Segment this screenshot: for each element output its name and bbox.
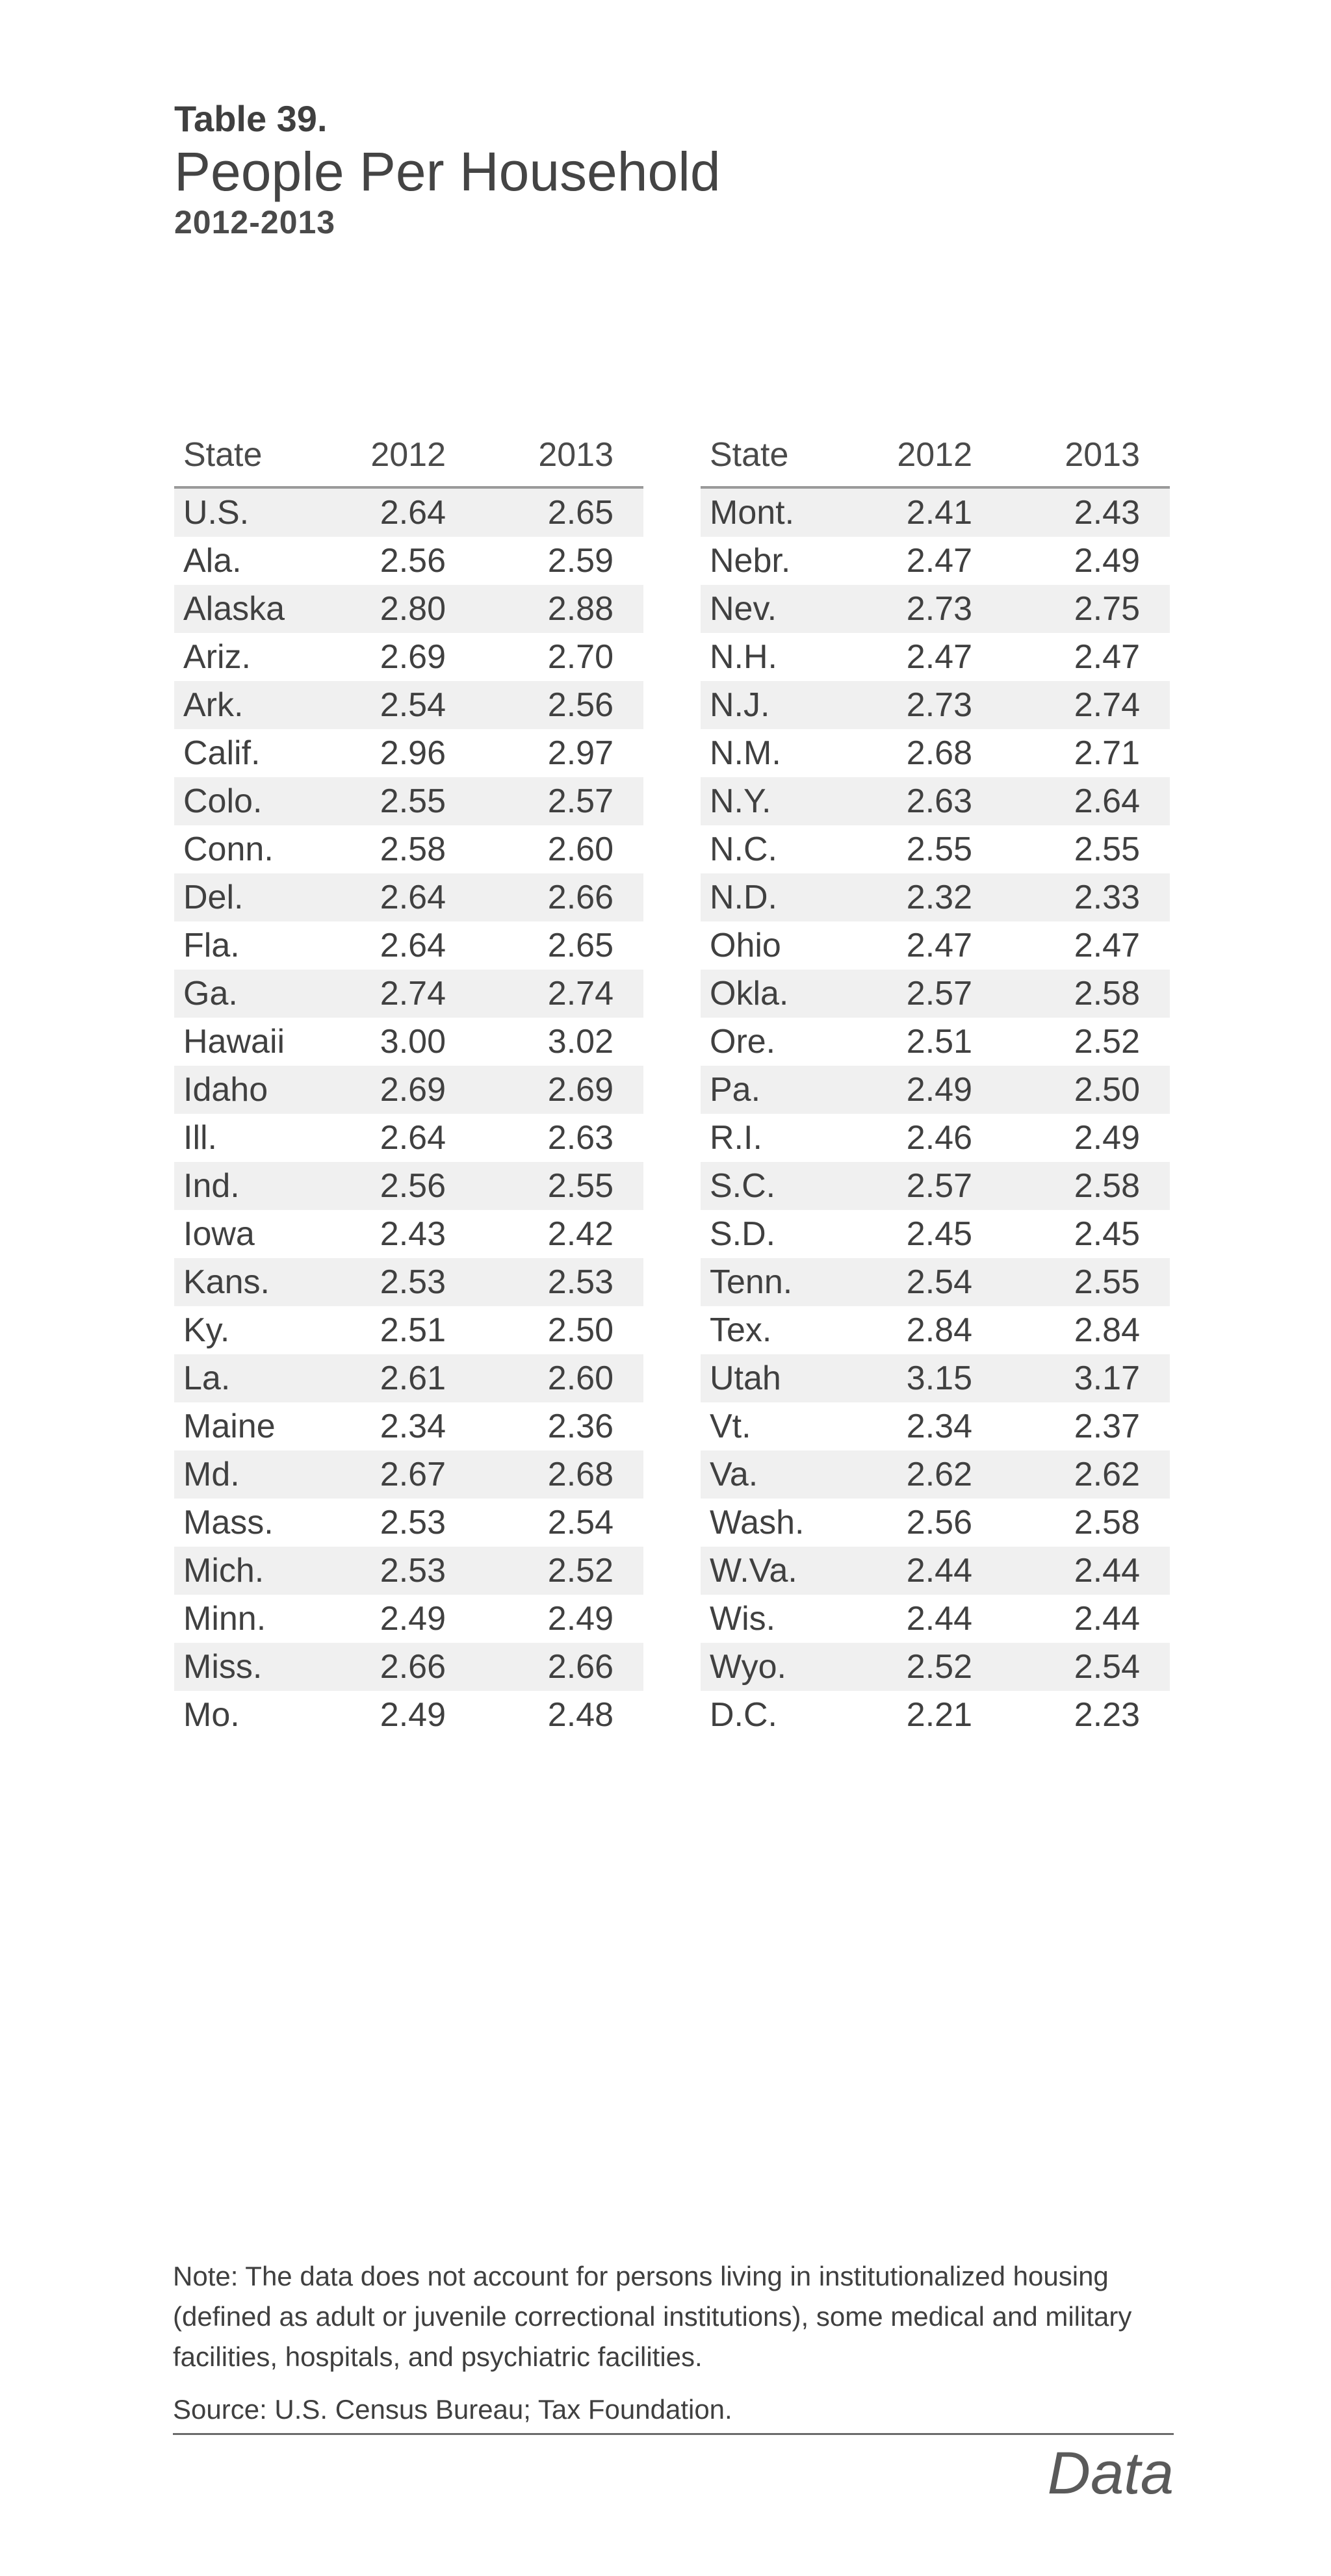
column-header-2013: 2013 — [538, 436, 614, 474]
state-cell: Fla. — [183, 927, 240, 964]
table-row — [174, 921, 643, 970]
table-row — [174, 1114, 643, 1162]
value-2012-cell: 2.44 — [906, 1600, 972, 1638]
value-2013-cell: 2.88 — [547, 590, 614, 628]
value-2013-cell: 2.49 — [1074, 1119, 1140, 1157]
state-cell: Wyo. — [710, 1648, 786, 1686]
table-row — [701, 1402, 1170, 1450]
state-table-left — [174, 424, 643, 1739]
table-row — [174, 1643, 643, 1691]
value-2013-cell: 2.47 — [1074, 638, 1140, 676]
value-2012-cell: 2.74 — [380, 975, 446, 1012]
table-row — [701, 1595, 1170, 1643]
table-row — [174, 1402, 643, 1450]
state-cell: Maine — [183, 1408, 276, 1445]
table-row — [174, 1547, 643, 1595]
footnote: Note: The data does not account for persons living in institutionalized housing (defined as adult or juvenile correctional institutions), some medical and military facilities, hospitals, and psychiatric facilities. — [173, 2261, 1132, 2372]
table-row — [174, 1691, 643, 1739]
value-2013-cell: 2.54 — [547, 1504, 614, 1541]
state-cell: Kans. — [183, 1263, 270, 1301]
table-row — [701, 1018, 1170, 1066]
value-2013-cell: 2.63 — [547, 1119, 614, 1157]
value-2013-cell: 2.50 — [547, 1311, 614, 1349]
value-2012-cell: 2.53 — [380, 1552, 446, 1590]
state-cell: N.H. — [710, 638, 777, 676]
value-2013-cell: 2.52 — [1074, 1023, 1140, 1061]
state-cell: D.C. — [710, 1696, 777, 1734]
table-row — [701, 1691, 1170, 1739]
state-cell: Ind. — [183, 1167, 240, 1205]
value-2012-cell: 2.51 — [906, 1023, 972, 1061]
value-2013-cell: 2.50 — [1074, 1071, 1140, 1109]
value-2013-cell: 2.57 — [547, 782, 614, 820]
value-2012-cell: 2.63 — [906, 782, 972, 820]
value-2013-cell: 2.66 — [547, 1648, 614, 1686]
table-row — [174, 585, 643, 633]
value-2012-cell: 2.73 — [906, 590, 972, 628]
value-2013-cell: 2.55 — [1074, 1263, 1140, 1301]
table-row — [701, 489, 1170, 537]
state-cell: Tex. — [710, 1311, 772, 1349]
value-2012-cell: 2.45 — [906, 1215, 972, 1253]
value-2013-cell: 2.52 — [547, 1552, 614, 1590]
value-2012-cell: 2.21 — [906, 1696, 972, 1734]
value-2013-cell: 2.44 — [1074, 1552, 1140, 1590]
state-cell: N.D. — [710, 879, 777, 916]
footer-divider — [173, 2433, 1174, 2435]
section-label: Data — [1047, 2440, 1174, 2506]
value-2012-cell: 2.53 — [380, 1504, 446, 1541]
value-2012-cell: 2.32 — [906, 879, 972, 916]
table-row — [701, 633, 1170, 681]
state-table-right — [701, 424, 1170, 1739]
table-header — [174, 97, 721, 242]
state-cell: Conn. — [183, 831, 274, 868]
value-2013-cell: 2.44 — [1074, 1600, 1140, 1638]
value-2013-cell: 2.59 — [547, 542, 614, 580]
value-2013-cell: 2.48 — [547, 1696, 614, 1734]
state-cell: Minn. — [183, 1600, 266, 1638]
table-row — [701, 729, 1170, 777]
state-cell: Ky. — [183, 1311, 230, 1349]
value-2013-cell: 2.68 — [547, 1456, 614, 1493]
column-header-state: State — [183, 436, 263, 474]
state-cell: Calif. — [183, 734, 261, 772]
value-2013-cell: 2.58 — [1074, 1167, 1140, 1205]
value-2012-cell: 2.47 — [906, 542, 972, 580]
table-row — [174, 1595, 643, 1643]
value-2013-cell: 2.49 — [1074, 542, 1140, 580]
state-cell: Ohio — [710, 927, 781, 964]
value-2013-cell: 2.45 — [1074, 1215, 1140, 1253]
table-row — [174, 1162, 643, 1210]
table-row — [701, 1258, 1170, 1306]
state-cell: Mass. — [183, 1504, 274, 1541]
value-2013-cell: 2.55 — [547, 1167, 614, 1205]
value-2012-cell: 2.61 — [380, 1359, 446, 1397]
value-2013-cell: 2.58 — [1074, 975, 1140, 1012]
table-row — [174, 1210, 643, 1258]
value-2012-cell: 2.64 — [380, 1119, 446, 1157]
table-header-row — [701, 424, 1170, 489]
value-2012-cell: 3.15 — [906, 1359, 972, 1397]
value-2012-cell: 2.49 — [906, 1071, 972, 1109]
state-cell: Iowa — [183, 1215, 255, 1253]
value-2013-cell: 3.02 — [547, 1023, 614, 1061]
value-2012-cell: 2.64 — [380, 927, 446, 964]
value-2012-cell: 2.56 — [380, 542, 446, 580]
state-cell: Ill. — [183, 1119, 217, 1157]
value-2013-cell: 2.43 — [1074, 494, 1140, 532]
value-2013-cell: 2.65 — [547, 927, 614, 964]
table-row — [701, 1114, 1170, 1162]
state-cell: N.Y. — [710, 782, 771, 820]
state-cell: U.S. — [183, 494, 250, 532]
table-row — [701, 1547, 1170, 1595]
state-cell: S.C. — [710, 1167, 776, 1205]
state-cell: La. — [183, 1359, 231, 1397]
value-2013-cell: 3.17 — [1074, 1359, 1140, 1397]
value-2013-cell: 2.84 — [1074, 1311, 1140, 1349]
value-2012-cell: 2.57 — [906, 1167, 972, 1205]
column-header-state: State — [710, 436, 789, 474]
value-2012-cell: 2.49 — [380, 1696, 446, 1734]
value-2013-cell: 2.55 — [1074, 831, 1140, 868]
state-cell: Ariz. — [183, 638, 251, 676]
table-row — [174, 777, 643, 825]
state-cell: Wis. — [710, 1600, 776, 1638]
value-2013-cell: 2.37 — [1074, 1408, 1140, 1445]
state-cell: Nebr. — [710, 542, 791, 580]
value-2012-cell: 2.68 — [906, 734, 972, 772]
value-2013-cell: 2.36 — [547, 1408, 614, 1445]
value-2013-cell: 2.56 — [547, 686, 614, 724]
value-2012-cell: 2.64 — [380, 879, 446, 916]
state-cell: Nev. — [710, 590, 777, 628]
state-cell: Pa. — [710, 1071, 761, 1109]
table-row — [701, 825, 1170, 873]
state-cell: Utah — [710, 1359, 781, 1397]
value-2012-cell: 2.73 — [906, 686, 972, 724]
value-2012-cell: 2.57 — [906, 975, 972, 1012]
state-cell: W.Va. — [710, 1552, 797, 1590]
value-2012-cell: 2.34 — [906, 1408, 972, 1445]
value-2012-cell: 2.62 — [906, 1456, 972, 1493]
table-row — [701, 1162, 1170, 1210]
state-cell: Mo. — [183, 1696, 240, 1734]
value-2012-cell: 2.64 — [380, 494, 446, 532]
value-2013-cell: 2.71 — [1074, 734, 1140, 772]
value-2012-cell: 2.96 — [380, 734, 446, 772]
table-row — [174, 1354, 643, 1402]
state-cell: Del. — [183, 879, 244, 916]
state-cell: Tenn. — [710, 1263, 793, 1301]
column-header-2013: 2013 — [1065, 436, 1140, 474]
table-row — [174, 873, 643, 921]
table-row — [174, 825, 643, 873]
state-cell: R.I. — [710, 1119, 762, 1157]
state-cell: Okla. — [710, 975, 789, 1012]
value-2012-cell: 2.47 — [906, 927, 972, 964]
state-cell: Hawaii — [183, 1023, 285, 1061]
value-2012-cell: 2.53 — [380, 1263, 446, 1301]
state-cell: Idaho — [183, 1071, 268, 1109]
table-row — [701, 873, 1170, 921]
value-2012-cell: 2.41 — [906, 494, 972, 532]
value-2013-cell: 2.33 — [1074, 879, 1140, 916]
value-2013-cell: 2.54 — [1074, 1648, 1140, 1686]
value-2012-cell: 2.58 — [380, 831, 446, 868]
state-cell: Wash. — [710, 1504, 805, 1541]
table-row — [701, 1210, 1170, 1258]
state-cell: Ga. — [183, 975, 238, 1012]
table-body — [174, 489, 643, 1739]
value-2012-cell: 2.54 — [906, 1263, 972, 1301]
value-2012-cell: 2.52 — [906, 1648, 972, 1686]
state-cell: S.D. — [710, 1215, 776, 1253]
state-cell: Va. — [710, 1456, 758, 1493]
state-cell: Ala. — [183, 542, 242, 580]
table-row — [174, 633, 643, 681]
column-header-2012: 2012 — [370, 436, 446, 474]
table-row — [701, 1306, 1170, 1354]
table-row — [174, 489, 643, 537]
page-title: People Per Household — [174, 141, 721, 202]
value-2013-cell: 2.23 — [1074, 1696, 1140, 1734]
table-row — [174, 1499, 643, 1547]
state-cell: N.M. — [710, 734, 781, 772]
value-2012-cell: 2.69 — [380, 1071, 446, 1109]
value-2012-cell: 2.66 — [380, 1648, 446, 1686]
table-header-row — [174, 424, 643, 489]
table-row — [701, 1354, 1170, 1402]
state-cell: Mont. — [710, 494, 795, 532]
value-2013-cell: 2.60 — [547, 1359, 614, 1397]
value-2012-cell: 2.43 — [380, 1215, 446, 1253]
state-cell: Mich. — [183, 1552, 265, 1590]
value-2013-cell: 2.60 — [547, 831, 614, 868]
state-cell: Miss. — [183, 1648, 263, 1686]
value-2013-cell: 2.53 — [547, 1263, 614, 1301]
value-2012-cell: 2.80 — [380, 590, 446, 628]
table-row — [174, 1258, 643, 1306]
state-cell: Alaska — [183, 590, 285, 628]
value-2012-cell: 2.54 — [380, 686, 446, 724]
table-row — [174, 1066, 643, 1114]
table-row — [701, 970, 1170, 1018]
value-2012-cell: 2.69 — [380, 638, 446, 676]
table-row — [701, 585, 1170, 633]
value-2013-cell: 2.42 — [547, 1215, 614, 1253]
value-2012-cell: 3.00 — [380, 1023, 446, 1061]
table-row — [701, 1066, 1170, 1114]
value-2013-cell: 2.47 — [1074, 927, 1140, 964]
value-2013-cell: 2.62 — [1074, 1456, 1140, 1493]
value-2013-cell: 2.66 — [547, 879, 614, 916]
table-row — [174, 1450, 643, 1499]
table-row — [701, 681, 1170, 729]
table-row — [701, 1450, 1170, 1499]
state-cell: Vt. — [710, 1408, 751, 1445]
state-cell: Ore. — [710, 1023, 776, 1061]
table-row — [701, 921, 1170, 970]
value-2013-cell: 2.69 — [547, 1071, 614, 1109]
table-row — [174, 681, 643, 729]
value-2012-cell: 2.56 — [380, 1167, 446, 1205]
value-2012-cell: 2.84 — [906, 1311, 972, 1349]
value-2013-cell: 2.75 — [1074, 590, 1140, 628]
column-header-2012: 2012 — [897, 436, 972, 474]
value-2012-cell: 2.34 — [380, 1408, 446, 1445]
table-row — [174, 970, 643, 1018]
value-2012-cell: 2.44 — [906, 1552, 972, 1590]
state-cell: Ark. — [183, 686, 244, 724]
table-row — [174, 729, 643, 777]
value-2012-cell: 2.55 — [906, 831, 972, 868]
table-row — [174, 537, 643, 585]
value-2012-cell: 2.47 — [906, 638, 972, 676]
table-row — [701, 1499, 1170, 1547]
state-cell: N.C. — [710, 831, 777, 868]
value-2013-cell: 2.74 — [547, 975, 614, 1012]
value-2013-cell: 2.65 — [547, 494, 614, 532]
value-2012-cell: 2.51 — [380, 1311, 446, 1349]
table-body — [701, 489, 1170, 1739]
state-cell: N.J. — [710, 686, 770, 724]
value-2012-cell: 2.56 — [906, 1504, 972, 1541]
value-2012-cell: 2.46 — [906, 1119, 972, 1157]
value-2013-cell: 2.74 — [1074, 686, 1140, 724]
value-2013-cell: 2.64 — [1074, 782, 1140, 820]
table-row — [701, 777, 1170, 825]
value-2013-cell: 2.97 — [547, 734, 614, 772]
table-row — [701, 1643, 1170, 1691]
source-line: Source: U.S. Census Bureau; Tax Foundation. — [173, 2394, 732, 2425]
value-2013-cell: 2.70 — [547, 638, 614, 676]
value-2013-cell: 2.49 — [547, 1600, 614, 1638]
table-row — [174, 1306, 643, 1354]
value-2012-cell: 2.55 — [380, 782, 446, 820]
page-subtitle: 2012-2013 — [174, 204, 336, 240]
value-2013-cell: 2.58 — [1074, 1504, 1140, 1541]
value-2012-cell: 2.49 — [380, 1600, 446, 1638]
table-number: Table 39. — [174, 98, 328, 139]
table-row — [174, 1018, 643, 1066]
value-2012-cell: 2.67 — [380, 1456, 446, 1493]
state-cell: Md. — [183, 1456, 240, 1493]
table-row — [701, 537, 1170, 585]
state-cell: Colo. — [183, 782, 263, 820]
